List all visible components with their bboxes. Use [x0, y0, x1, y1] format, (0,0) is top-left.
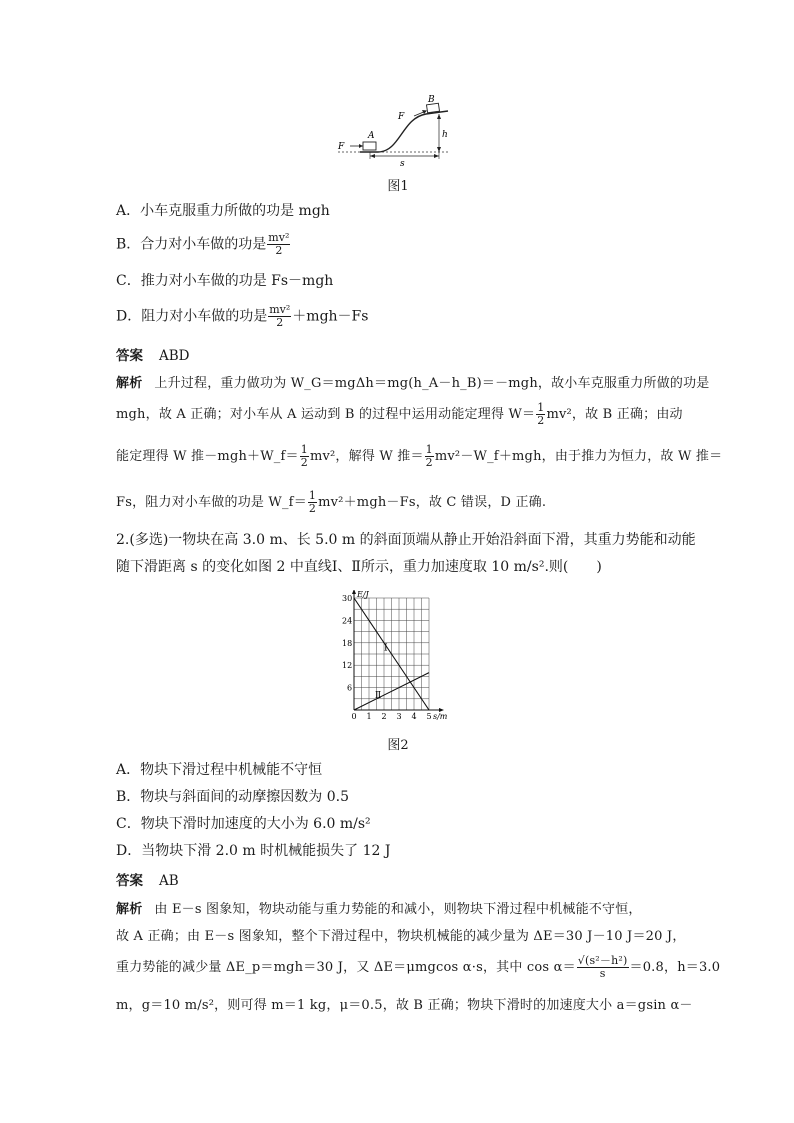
fraction	[536, 402, 545, 427]
x-tick-label: 5	[426, 712, 432, 721]
x-tick-label: 2	[381, 712, 387, 721]
y-tick-label: 24	[342, 616, 353, 626]
q2-explain-line-4: m，g＝10 m/s²，则可得 m＝1 kg，μ＝0.5，故 B 正确；物块下滑时的加速度大小 a＝gsin α－	[116, 998, 693, 1013]
y-tick-label: 6	[347, 683, 353, 693]
q1-answer	[116, 344, 190, 364]
q2-option-c: C．物块下滑时加速度的大小为 6.0 m/s²	[116, 816, 371, 832]
series-label-1: Ⅰ	[384, 643, 388, 654]
answer-value: ABD	[159, 348, 190, 364]
q1-option-a: A．小车克服重力所做的功是 mgh	[116, 203, 330, 219]
series-label-2: Ⅱ	[375, 691, 382, 702]
fraction	[577, 955, 629, 980]
q2-stem-line-1: 2.(多选)一物块在高 3.0 m、长 5.0 m 的斜面顶端从静止开始沿斜面下滑，其重力势能和动能	[116, 532, 696, 548]
numerator: 1	[425, 443, 433, 456]
q2-stem-line-2: 随下滑距离 s 的变化如图 2 中直线Ⅰ、Ⅱ所示，重力加速度取 10 m/s².则( )	[116, 559, 602, 575]
fraction	[308, 490, 317, 515]
q2-option-d: D．当物块下滑 2.0 m 时机械能损失了 12 J	[116, 843, 391, 859]
q2-answer	[116, 869, 179, 889]
q1-option-d-tail: ＋mgh－Fs	[292, 308, 369, 325]
figure-2-chart	[336, 590, 456, 725]
numerator: 1	[300, 443, 308, 456]
explain-text: ＝0.8，h＝3.0	[629, 960, 721, 975]
q2-option-a: A．物块下滑过程中机械能不守恒	[116, 762, 323, 778]
numerator: 1	[308, 489, 317, 502]
y-tick-label: 18	[342, 638, 353, 648]
label-h: h	[442, 130, 448, 140]
q1-option-d	[116, 304, 368, 329]
explain-text: 重力势能的减少量 ΔE_p＝mgh＝30 J，又 ΔE＝μmgcos α·s，其中 cos α＝	[116, 960, 576, 975]
q2-explain-line-3	[116, 954, 721, 980]
q1-option-d-text: D．阻力对小车做的功是	[116, 308, 268, 325]
q1-explain-line-2	[116, 402, 681, 427]
explain-text: 上升过程，重力做功为 W_G＝mgΔh＝mg(h_A－h_B)＝－mgh，故小车克服重力所做的功是	[154, 376, 710, 391]
denominator: 2	[276, 316, 284, 329]
q2-explain-line-2: 故 A 正确；由 E－s 图象知，整个下滑过程中，物块机械能的减少量为 ΔE＝30 J－10 J＝20 J，	[116, 929, 686, 944]
y-axis-arrow	[352, 590, 356, 594]
denominator: 2	[425, 456, 433, 469]
q1-explain-line-1	[116, 372, 710, 391]
figure-2-caption: 图2	[387, 738, 409, 753]
answer-label: 答案	[116, 873, 143, 889]
label-F-left: F	[338, 142, 345, 152]
q2-option-b: B．物块与斜面间的动摩擦因数为 0.5	[116, 789, 350, 805]
denominator: 2	[275, 244, 283, 257]
numerator: √(s²－h²)	[577, 954, 628, 967]
fraction	[425, 444, 434, 469]
q1-option-c: C．推力对小车做的功是 Fs－mgh	[116, 273, 334, 289]
explain-text: mgh，故 A 正确；对小车从 A 运动到 B 的过程中运用动能定理得 W＝	[116, 407, 536, 422]
q1-option-b-text: B．合力对小车做的功是	[116, 236, 267, 253]
x-tick-label: 0	[351, 712, 357, 721]
denominator: s	[599, 967, 606, 980]
denominator: 2	[537, 414, 545, 427]
y-axis-label: E/J	[357, 590, 369, 599]
explain-label: 解析	[116, 376, 143, 391]
x-axis-label: s/m	[433, 712, 448, 721]
explain-text: mv²－W_f＋mgh，由于推力为恒力，故 W 推＝	[434, 449, 723, 464]
explain-text: mv²，故 B 正确；由动	[546, 407, 683, 422]
fraction	[268, 304, 291, 329]
label-B: B	[428, 95, 435, 105]
x-tick-label: 1	[366, 712, 372, 721]
explain-text: 由 E－s 图象知，物块动能与重力势能的和减小，则物块下滑过程中机械能不守恒，	[154, 902, 642, 917]
numerator: 1	[537, 401, 545, 414]
fraction	[300, 444, 309, 469]
label-A: A	[368, 131, 375, 141]
answer-value: AB	[159, 873, 179, 889]
q1-explain-line-4	[116, 490, 681, 515]
numerator: mv²	[268, 231, 290, 244]
x-tick-label: 3	[396, 712, 402, 721]
x-tick-label: 4	[411, 712, 417, 721]
explain-text: 能定理得 W 推－mgh＋W_f＝	[116, 449, 299, 464]
explain-label: 解析	[116, 902, 143, 917]
figure-1-diagram	[330, 92, 460, 170]
y-tick-label: 12	[342, 661, 353, 671]
y-tick-label: 30	[342, 594, 353, 603]
fraction	[267, 232, 290, 257]
label-s: s	[400, 159, 405, 169]
figure-1-caption: 图1	[387, 179, 409, 194]
q2-explain-line-1	[116, 898, 681, 917]
explain-text: mv²，解得 W 推＝	[309, 449, 424, 464]
denominator: 2	[300, 456, 308, 469]
answer-label: 答案	[116, 348, 143, 364]
q1-option-b	[116, 232, 291, 257]
label-F-top: F	[398, 112, 405, 122]
q1-explain-line-3	[116, 443, 723, 469]
denominator: 2	[308, 502, 317, 515]
numerator: mv²	[269, 303, 291, 316]
explain-text: mv²＋mgh－Fs，故 C 错误，D 正确.	[318, 495, 547, 510]
explain-text: Fs，阻力对小车做的功是 W_f＝	[116, 495, 307, 510]
